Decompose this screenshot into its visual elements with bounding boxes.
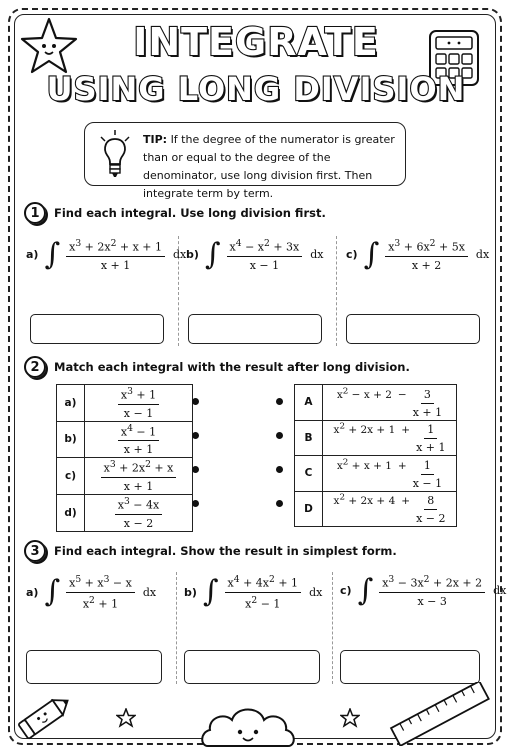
tip-label: TIP: xyxy=(143,133,168,146)
tip-box xyxy=(84,122,406,200)
fraction-numerator: 3 xyxy=(421,388,434,404)
pencil-icon xyxy=(18,688,78,746)
integral-sign-icon: ∫ xyxy=(357,572,374,608)
section-3-heading xyxy=(24,540,397,562)
divider xyxy=(336,236,337,346)
match-row-right xyxy=(295,420,457,456)
answer-box-3c[interactable] xyxy=(340,650,480,684)
integral-sign-icon: ∫ xyxy=(44,574,61,610)
polynomial-part: $x^2 - x + 2$ xyxy=(336,386,392,401)
section-3-problem xyxy=(184,574,322,610)
section-3-problem xyxy=(26,574,156,610)
title-line-2: USING LONG DIVISION xyxy=(46,70,466,108)
problem-label: c) xyxy=(340,584,352,598)
match-result xyxy=(323,385,457,421)
fraction-denominator: $x^2 + 1$ xyxy=(82,594,119,611)
ruler-icon xyxy=(384,682,494,746)
fraction-numerator: $x^4 - 1$ xyxy=(118,423,159,442)
section-2-instructions: Match each integral with the result after long division. xyxy=(54,360,410,374)
tip-body: If the degree of the numerator is greater than or equal to the degree of the denominator, use long division first. Then integrate term by term. xyxy=(143,133,395,200)
fraction-numerator: $x^3 + 6x^2 + 5x$ xyxy=(385,238,468,257)
fraction-numerator: $x^4 + 4x^2 + 1$ xyxy=(225,574,302,593)
match-table-right xyxy=(294,384,457,527)
match-row-left xyxy=(57,421,193,458)
star-icon xyxy=(340,708,360,728)
section-3-problem xyxy=(340,574,506,608)
differential: dx xyxy=(309,585,323,599)
fraction-numerator: 1 xyxy=(424,423,437,439)
fraction-denominator: x + 1 xyxy=(123,443,154,457)
differential: dx xyxy=(310,248,324,262)
match-label: B xyxy=(295,420,323,456)
section-1-number: 1 xyxy=(24,202,46,224)
section-1-problem xyxy=(346,238,489,272)
integral-sign-icon: ∫ xyxy=(204,236,221,272)
section-1-problem xyxy=(26,238,186,272)
match-row-left xyxy=(57,385,193,422)
fraction-numerator: $x^3 + 2x^2 + x + 1$ xyxy=(66,238,165,257)
section-2-number: 2 xyxy=(24,356,46,378)
match-label: C xyxy=(295,456,323,492)
answer-box-1b[interactable] xyxy=(188,314,322,344)
fraction-numerator: 8 xyxy=(424,494,437,510)
match-label: c) xyxy=(57,458,85,495)
match-row-left xyxy=(57,458,193,495)
operator: + xyxy=(401,495,411,507)
match-table-left xyxy=(56,384,193,532)
section-1-problem xyxy=(186,238,324,272)
integrand-fraction xyxy=(101,459,177,493)
problem-label: a) xyxy=(26,585,39,599)
integrand-fraction xyxy=(385,238,468,272)
section-1-heading xyxy=(24,202,326,224)
match-dot-left[interactable] xyxy=(192,466,199,473)
integrand-fraction xyxy=(227,238,303,272)
fraction-denominator: x − 3 xyxy=(417,594,447,608)
differential: dx xyxy=(142,585,157,599)
problem-label: b) xyxy=(186,248,199,262)
integrand-fraction xyxy=(379,574,485,608)
integrand-fraction xyxy=(66,238,165,272)
fraction-denominator: x + 1 xyxy=(412,405,443,419)
match-expression xyxy=(85,494,193,531)
problem-label: a) xyxy=(26,248,39,262)
section-3-instructions: Find each integral. Show the result in simplest form. xyxy=(54,544,397,558)
fraction-denominator: x + 1 xyxy=(123,479,154,493)
title-line-1: INTEGRATE xyxy=(133,20,379,64)
match-dot-left[interactable] xyxy=(192,398,199,405)
fraction-numerator: $x^5 + x^3 - x$ xyxy=(66,574,135,593)
polynomial-part: $x^2 + 2x + 4$ xyxy=(333,492,396,507)
differential: dx xyxy=(493,584,507,598)
lightbulb-icon xyxy=(97,129,133,179)
answer-box-3a[interactable] xyxy=(26,650,162,684)
match-result xyxy=(323,456,457,492)
match-dot-left[interactable] xyxy=(192,500,199,507)
operator: + xyxy=(397,459,407,472)
integral-sign-icon: ∫ xyxy=(363,236,380,272)
fraction-denominator: x − 2 xyxy=(416,512,446,525)
fraction-denominator: $x^2 - 1$ xyxy=(245,594,281,611)
match-row-right xyxy=(295,456,457,492)
match-dot-right[interactable] xyxy=(276,432,283,439)
differential: dx xyxy=(475,248,490,262)
match-dot-left[interactable] xyxy=(192,432,199,439)
divider xyxy=(332,572,333,684)
match-row-right xyxy=(295,385,457,421)
operator: + xyxy=(401,424,411,436)
integrand-fraction xyxy=(118,423,159,457)
fraction-denominator: x − 1 xyxy=(412,476,443,490)
fraction-numerator: $x^3 - 4x$ xyxy=(115,496,162,515)
remainder-fraction xyxy=(413,388,442,419)
match-label: D xyxy=(295,491,323,527)
fraction-numerator: 1 xyxy=(421,459,434,475)
fraction-denominator: x + 1 xyxy=(416,441,446,454)
match-dot-right[interactable] xyxy=(276,466,283,473)
divider xyxy=(176,572,177,684)
section-2-heading xyxy=(24,356,410,378)
fraction-denominator: x − 1 xyxy=(249,258,280,272)
section-3-number: 3 xyxy=(24,540,46,562)
problem-label: c) xyxy=(346,248,358,262)
match-label: A xyxy=(295,385,323,421)
polynomial-part: $x^2 + 2x + 1$ xyxy=(333,421,396,436)
cloud-mascot-icon xyxy=(198,700,298,750)
differential: dx xyxy=(173,248,187,262)
integrand-fraction xyxy=(225,574,302,610)
integrand-fraction xyxy=(66,574,135,610)
remainder-fraction xyxy=(416,494,445,525)
fraction-numerator: $x^3 - 3x^2 + 2x + 2$ xyxy=(379,574,485,593)
polynomial-part: $x^2 + x + 1$ xyxy=(336,457,392,472)
fraction-numerator: $x^4 - x^2 + 3x$ xyxy=(227,238,303,257)
match-result xyxy=(323,420,457,456)
match-label: b) xyxy=(57,421,85,458)
star-icon xyxy=(116,708,136,728)
answer-box-3b[interactable] xyxy=(184,650,320,684)
fraction-denominator: x + 1 xyxy=(100,258,131,272)
fraction-numerator: $x^3 + 2x^2 + x$ xyxy=(101,459,177,478)
match-dot-right[interactable] xyxy=(276,398,283,405)
match-label: a) xyxy=(57,385,85,422)
match-dot-right[interactable] xyxy=(276,500,283,507)
section-1-instructions: Find each integral. Use long division first. xyxy=(54,206,326,220)
integral-sign-icon: ∫ xyxy=(44,236,61,272)
integrand-fraction xyxy=(115,496,162,530)
tip-text-block xyxy=(143,131,401,203)
match-expression xyxy=(85,458,193,495)
match-result xyxy=(323,491,457,527)
fraction-numerator: $x^3 + 1$ xyxy=(118,386,159,405)
remainder-fraction xyxy=(416,423,445,454)
fraction-denominator: x − 1 xyxy=(123,406,154,420)
match-row-left xyxy=(57,494,193,531)
answer-box-1a[interactable] xyxy=(30,314,164,344)
remainder-fraction xyxy=(413,459,442,490)
match-label: d) xyxy=(57,494,85,531)
fraction-denominator: x − 2 xyxy=(123,516,154,530)
match-expression xyxy=(85,385,193,422)
answer-box-1c[interactable] xyxy=(346,314,480,344)
problem-label: b) xyxy=(184,585,197,599)
operator: − xyxy=(397,388,407,401)
integral-sign-icon: ∫ xyxy=(202,574,219,610)
integrand-fraction xyxy=(118,386,159,420)
fraction-denominator: x + 2 xyxy=(411,258,442,272)
match-expression xyxy=(85,421,193,458)
match-row-right xyxy=(295,491,457,527)
